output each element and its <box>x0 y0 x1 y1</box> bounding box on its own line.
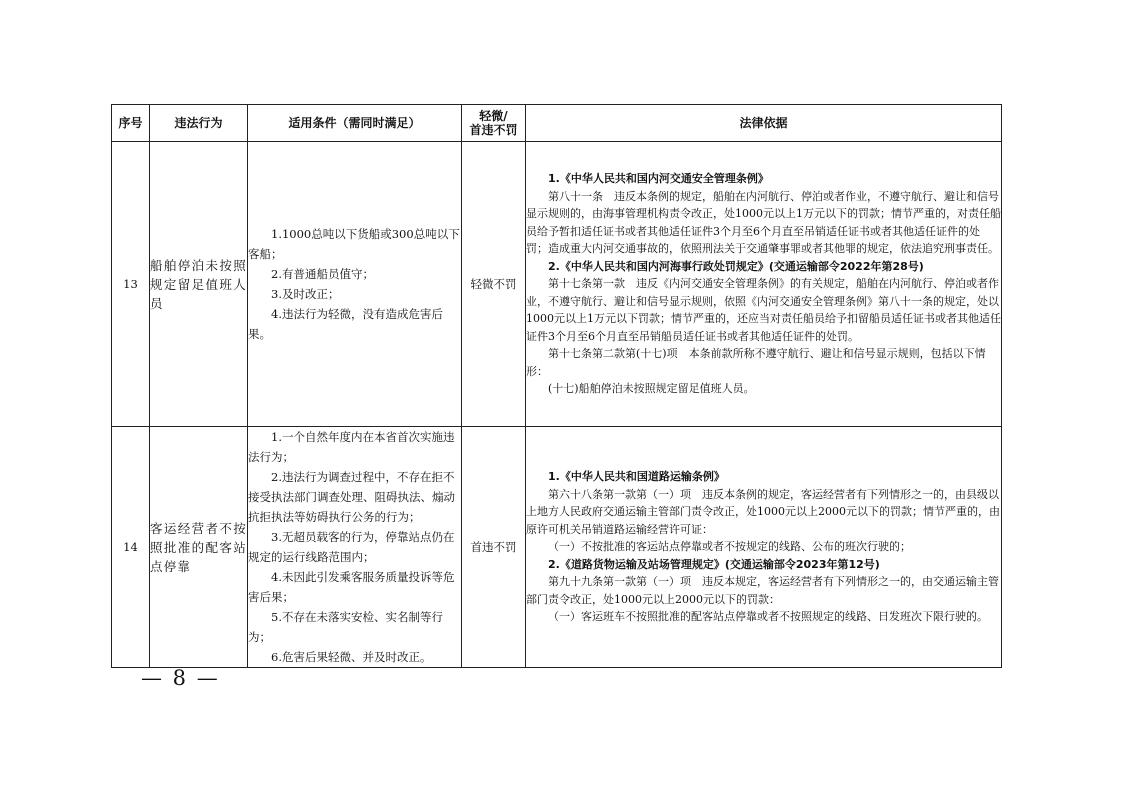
condition-item: 3.无超员载客的行为，停靠站点仍在规定的运行线路范围内； <box>248 530 455 564</box>
conditions-cell <box>248 427 462 668</box>
law-clause: 第十七条第二款第(十七)项 本条前款所称不遵守航行、避让和信号显示规则，包括以下情形： <box>526 347 986 378</box>
law-reference: 1.《中华人民共和国道路运输条例》 <box>548 470 725 484</box>
category-cell: 首违不罚 <box>462 427 526 668</box>
condition-item: 3.及时改正； <box>271 287 340 301</box>
header-category <box>462 105 526 142</box>
table-row <box>112 427 1002 668</box>
penalty-table <box>111 104 1002 668</box>
legal-basis-cell <box>526 427 1002 668</box>
condition-item: 2.违法行为调查过程中，不存在拒不接受执法部门调查处理、阻碍执法、煽动抗拒执法等妨碍执行公务的行为； <box>248 470 455 524</box>
law-reference: 1.《中华人民共和国内河交通安全管理条例》 <box>548 172 769 186</box>
condition-item: 2.有普通船员值守； <box>271 267 374 281</box>
violation-text: 船舶停泊未按照规定留足值班人员 <box>150 142 248 427</box>
law-reference: 2.《道路货物运输及站场管理规定》(交通运输部令2023年第12号) <box>548 557 880 571</box>
condition-item: 4.违法行为轻微，没有造成危害后果。 <box>248 307 443 341</box>
condition-item: 1.一个自然年度内在本省首次实施违法行为； <box>248 430 455 464</box>
law-clause: （一）不按批准的客运站点停靠或者不按规定的线路、公布的班次行驶的； <box>548 540 911 554</box>
page-number: — 8 — <box>141 666 220 690</box>
condition-item: 4.未因此引发乘客服务质量投诉等危害后果； <box>248 570 455 604</box>
law-reference: 2.《中华人民共和国内河海事行政处罚规定》(交通运输部令2022年第28号) <box>548 259 924 273</box>
header-category-line1: 轻微/ <box>479 109 508 123</box>
law-clause: （一）客运班车不按照批准的配客站点停靠或者不按照规定的线路、日发班次下限行驶的。 <box>548 610 988 624</box>
header-legal-basis: 法律依据 <box>526 105 1002 142</box>
law-clause: 第六十八条第一款第（一）项 违反本条例的规定，客运经营者有下列情形之一的，由县级以上地方人民政府交通运输主管部门责令改正，处1000元以上2000元以下的罚款；情节严重的，由原许可机关吊销道路运输经营许可证： <box>526 487 1000 536</box>
category-cell: 轻微不罚 <box>462 142 526 427</box>
law-clause: (十七)船舶停泊未按照规定留足值班人员。 <box>548 382 755 396</box>
condition-item: 1.1000总吨以下货船或300总吨以下客船； <box>248 227 460 261</box>
law-clause: 第八十一条 违反本条例的规定，船舶在内河航行、停泊或者作业，不遵守航行、避让和信号显示规则的，由海事管理机构责令改正，处1000元以上1万元以下的罚款；情节严重的，对责任船员给予暂扣适任证书或者其他适任证件3个月至6个月直至吊销适任证书或者其他适任证件的处罚；造成重大内河交通事故的，依照刑法关于交通肇事罪或者其他罪的规定，依法追究刑事责任。 <box>526 189 1001 256</box>
table-row <box>112 142 1002 427</box>
row-number: 13 <box>112 142 150 427</box>
violation-text: 客运经营者不按照批准的配客站点停靠 <box>150 427 248 668</box>
law-clause: 第九十九条第一款第（一）项 违反本规定，客运经营者有下列情形之一的，由交通运输主管部门责令改正，处1000元以上2000元以下的罚款： <box>526 575 999 606</box>
legal-basis-cell <box>526 142 1002 427</box>
conditions-cell <box>248 142 462 427</box>
table-header-row <box>112 105 1002 142</box>
header-category-line2: 首违不罚 <box>469 123 518 137</box>
header-conditions: 适用条件（需同时满足） <box>248 105 462 142</box>
row-number: 14 <box>112 427 150 668</box>
condition-item: 5.不存在未落实安检、实名制等行为； <box>248 610 443 644</box>
law-clause: 第十七条第一款 违反《内河交通安全管理条例》的有关规定，船舶在内河航行、停泊或者作业，不遵守航行、避让和信号显示规则，依照《内河交通安全管理条例》第八十一条的规定，处以1000元以上1万元以下罚款；情节严重的，还应当对责任船员给予扣留船员适任证书或者其他适任证件3个月至6个月直至吊销船员适任证书或者其他适任证件的处罚。 <box>526 277 1001 343</box>
condition-item: 6.危害后果轻微、并及时改正。 <box>271 650 432 664</box>
header-no: 序号 <box>112 105 150 142</box>
header-violation: 违法行为 <box>150 105 248 142</box>
